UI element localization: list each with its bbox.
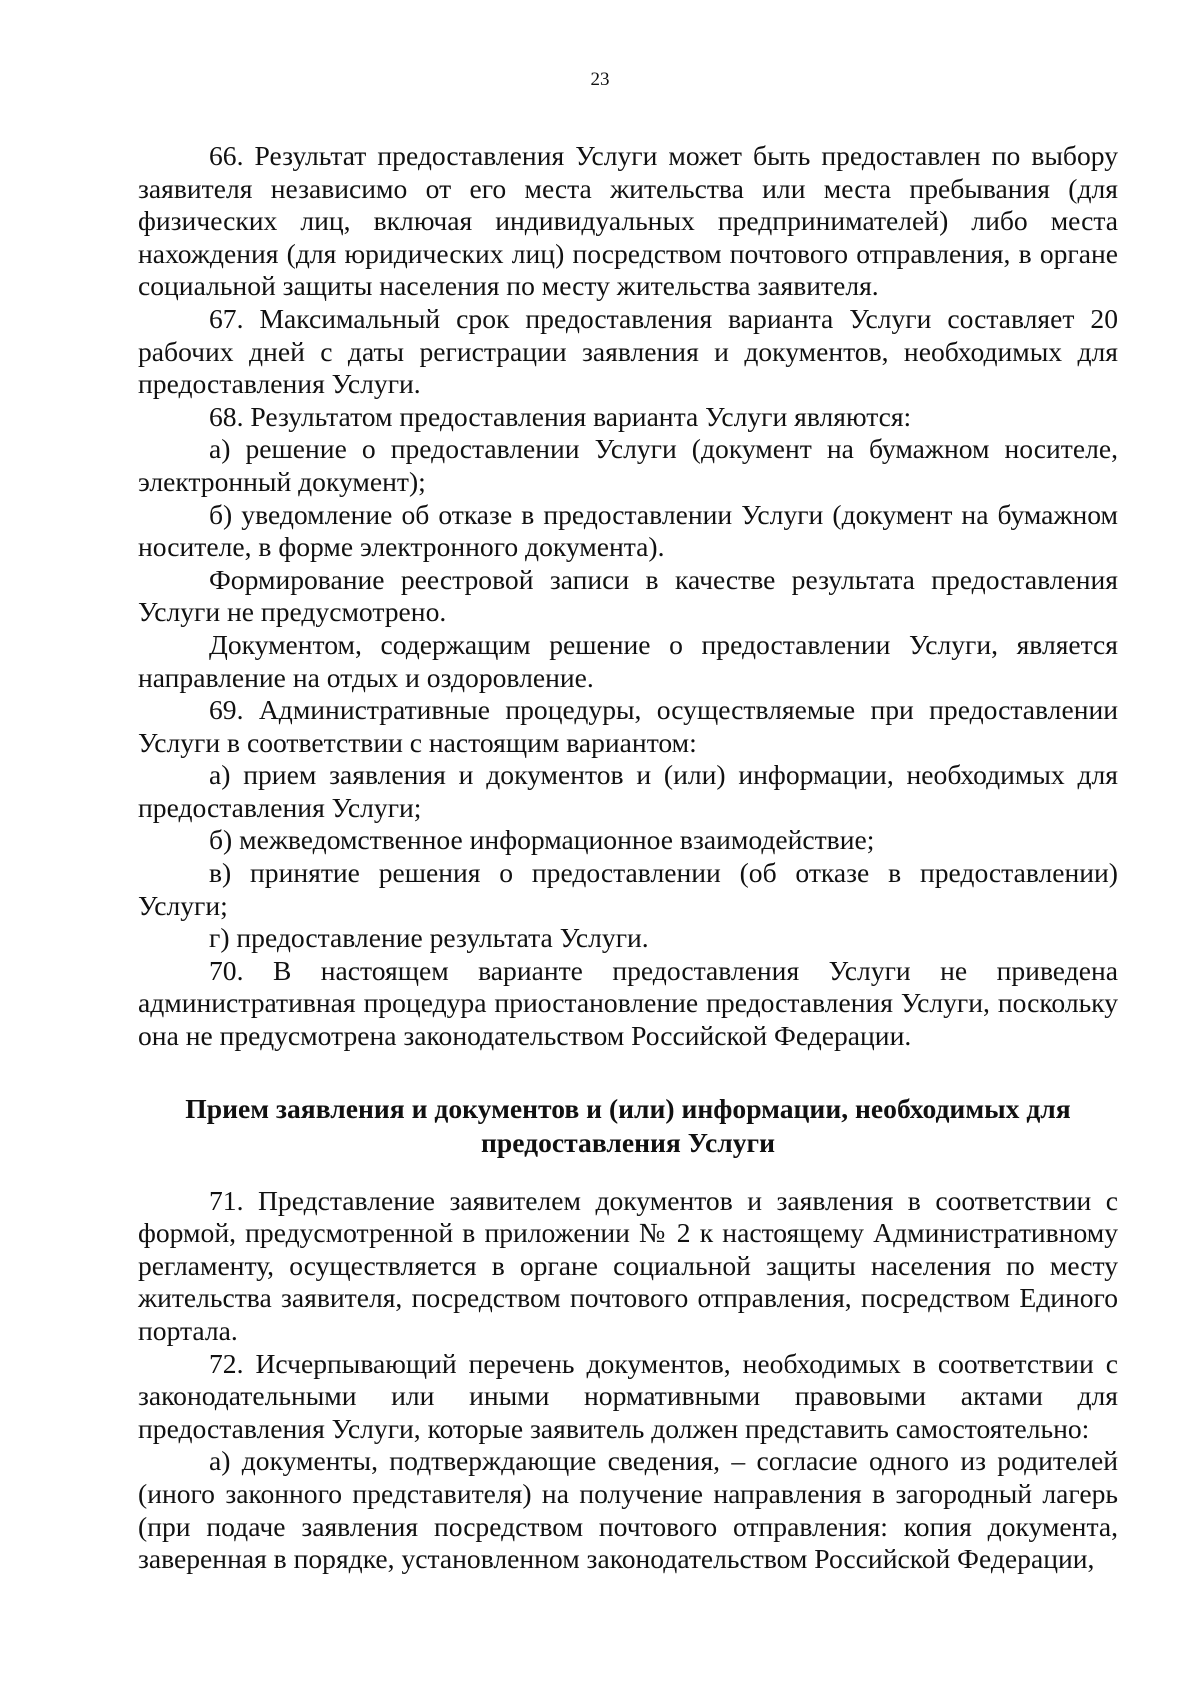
paragraph-69-a: а) прием заявления и документов и (или) информации, необходимых для предоставления Услуги; [138, 759, 1118, 823]
paragraph-68: 68. Результатом предоставления варианта Услуги являются: [209, 400, 912, 432]
section-heading [138, 1092, 1118, 1160]
paragraph-registry-record: Формирование реестровой записи в качестве результата предоставления Услуги не предусмотрено. [138, 563, 1118, 628]
paragraph-71: 71. Представление заявителем документов и заявления в соответствии с формой, предусмотренной в приложении № 2 к настоящему Административному регламенту, осуществляется в органе социальной защиты населения по месту жительства заявителя, посредством почтового отправления, посредством Единого портала. [138, 1184, 1118, 1346]
paragraph-69-g: г) предоставление результата Услуги. [209, 922, 649, 954]
section-heading-line-2: предоставления Услуги [481, 1126, 775, 1158]
page-number: 23 [590, 69, 610, 90]
paragraph-69: 69. Административные процедуры, осуществляемые при предоставлении Услуги в соответствии с настоящим вариантом: [138, 694, 1118, 758]
paragraph-68-a: а) решение о предоставлении Услуги (документ на бумажном носителе, электронный документ); [138, 433, 1118, 497]
paragraph-68-b: б) уведомление об отказе в предоставлении Услуги (документ на бумажном носителе, в форме электронного документа). [138, 498, 1118, 563]
paragraph-69-v: в) принятие решения о предоставлении (об отказе в предоставлении) Услуги; [138, 857, 1118, 921]
paragraph-69-b: б) межведомственное информационное взаимодействие; [209, 824, 875, 856]
paragraph-decision-document: Документом, содержащим решение о предоставлении Услуги, является направление на отдых и оздоровление. [138, 628, 1118, 693]
paragraph-66: 66. Результат предоставления Услуги может быть предоставлен по выбору заявителя независимо от его места жительства или места пребывания (для физических лиц, включая индивидуальных предпринимателей) либо места нахождения (для юридических лиц) посредством почтового отправления, в органе социальной защиты населения по месту жительства заявителя. [138, 140, 1118, 302]
section-heading-line-1: Прием заявления и документов и (или) информации, необходимых для [185, 1092, 1071, 1124]
paragraph-72-a: а) документы, подтверждающие сведения, – согласие одного из родителей (иного законного представителя) на получение направления в загородный лагерь (при подаче заявления посредством почтового отправления: копия документа, заверенная в порядке, установленном законодательством Российской Федерации, [138, 1445, 1118, 1575]
document-body [138, 140, 1118, 1576]
paragraph-72: 72. Исчерпывающий перечень документов, необходимых в соответствии с законодательными или иными нормативными правовыми актами для предоставления Услуги, которые заявитель должен представить самостоятельно: [138, 1347, 1118, 1444]
paragraph-67: 67. Максимальный срок предоставления варианта Услуги составляет 20 рабочих дней с даты регистрации заявления и документов, необходимых для предоставления Услуги. [138, 302, 1118, 400]
paragraph-70: 70. В настоящем варианте предоставления Услуги не приведена административная процедура приостановление предоставления Услуги, поскольку она не предусмотрена законодательством Российской Федерации. [138, 954, 1118, 1052]
